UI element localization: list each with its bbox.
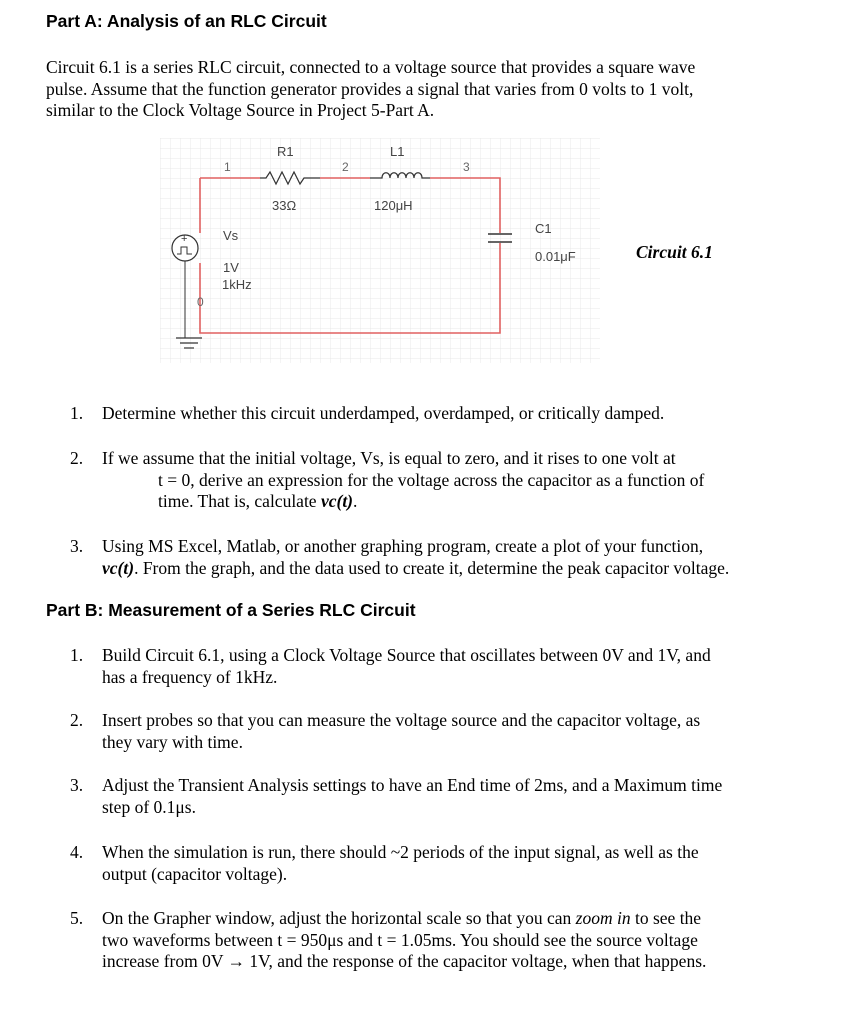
item-number: 1. (70, 403, 84, 423)
item-number: 3. (70, 775, 84, 795)
item-text-line-1: Using MS Excel, Matlab, or another graphing program, create a plot of your function, (102, 536, 704, 556)
r1-name-label: R1 (277, 144, 294, 159)
item-number: 5. (70, 908, 84, 928)
item-text-line-1: Build Circuit 6.1, using a Clock Voltage Source that oscillates between 0V and 1V, and (102, 645, 711, 665)
item-text-line-1: Insert probes so that you can measure the voltage source and the capacitor voltage, as (102, 710, 701, 730)
vs-amplitude-label: 1V (223, 260, 239, 275)
node-0-label: 0 (197, 295, 204, 309)
item-text-line-3 (158, 491, 830, 513)
part-a-item-1 (70, 403, 830, 425)
r1-value-label: 33Ω (272, 198, 297, 213)
part-a-item-2 (70, 448, 830, 513)
part-b-item-1 (70, 645, 840, 688)
item-text-line-1: If we assume that the initial voltage, Vs, is equal to zero, and it rises to one volt at (102, 448, 676, 468)
part-a-heading: Part A: Analysis of an RLC Circuit (46, 11, 327, 31)
l1-name-label: L1 (390, 144, 405, 159)
part-a-item-3 (70, 536, 840, 579)
circuit-caption: Circuit 6.1 (636, 242, 713, 262)
intro-line-3: similar to the Clock Voltage Source in Project 5-Part A. (46, 100, 435, 120)
item-number: 1. (70, 645, 84, 665)
item-text: Determine whether this circuit underdamped, overdamped, or critically damped. (102, 403, 665, 423)
circuit-diagram (160, 138, 600, 363)
item-number: 3. (70, 536, 84, 556)
item-text-line-1: When the simulation is run, there should ~2 periods of the input signal, as well as the (102, 842, 699, 862)
intro-line-1: Circuit 6.1 is a series RLC circuit, connected to a voltage source that provides a square wave (46, 57, 696, 77)
c1-value-label: 0.01μF (535, 249, 576, 264)
item-text-line-1 (102, 908, 840, 930)
intro-line-2: pulse. Assume that the function generator provides a signal that varies from 0 volts to 1 volt, (46, 78, 694, 99)
item-text-line-2: two waveforms between t = 950μs and t = 1.05ms. You should see the source voltage (102, 929, 698, 950)
vs-frequency-label: 1kHz (222, 277, 252, 292)
item-text-line-1: Adjust the Transient Analysis settings to have an End time of 2ms, and a Maximum time (102, 775, 723, 795)
part-b-item-5 (70, 908, 840, 973)
vs-name-label: Vs (223, 228, 239, 243)
part-b-item-4 (70, 842, 840, 885)
item-text-line-2: has a frequency of 1kHz. (102, 666, 278, 687)
text-segment: On the Grapher window, adjust the horizontal scale so that you can (102, 908, 576, 928)
l1-value-label: 120μH (374, 198, 413, 213)
text-segment: . (353, 491, 358, 511)
item-number: 2. (70, 448, 84, 468)
item-number: 4. (70, 842, 84, 862)
node-2-label: 2 (342, 160, 349, 174)
c1-name-label: C1 (535, 221, 552, 236)
item-text-line-2: step of 0.1μs. (102, 796, 196, 817)
text-segment: to see the (630, 908, 702, 928)
item-text-line-2: t = 0, derive an expression for the voltage across the capacitor as a function of (158, 469, 705, 490)
node-1-label: 1 (224, 160, 231, 174)
text-segment: time. That is, calculate (158, 491, 321, 511)
part-b-item-3 (70, 775, 840, 818)
item-text-line-2 (102, 558, 840, 580)
svg-text:+: + (181, 233, 188, 245)
vc-function: vc(t) (320, 491, 354, 511)
text-segment: . From the graph, and the data used to create it, determine the peak capacitor voltage. (134, 557, 730, 578)
item-text-line-2: they vary with time. (102, 731, 243, 752)
item-number: 2. (70, 710, 84, 730)
item-text-line-3: increase from 0V → 1V, and the response of the capacitor voltage, when that happens. (102, 951, 707, 971)
part-b-heading: Part B: Measurement of a Series RLC Circuit (46, 600, 416, 620)
item-text-line-2: output (capacitor voltage). (102, 863, 288, 884)
node-3-label: 3 (463, 160, 470, 174)
part-b-item-2 (70, 710, 840, 753)
vc-function: vc(t) (102, 557, 135, 578)
part-a-intro (46, 57, 836, 122)
zoom-in-emphasis: zoom in (575, 908, 631, 928)
